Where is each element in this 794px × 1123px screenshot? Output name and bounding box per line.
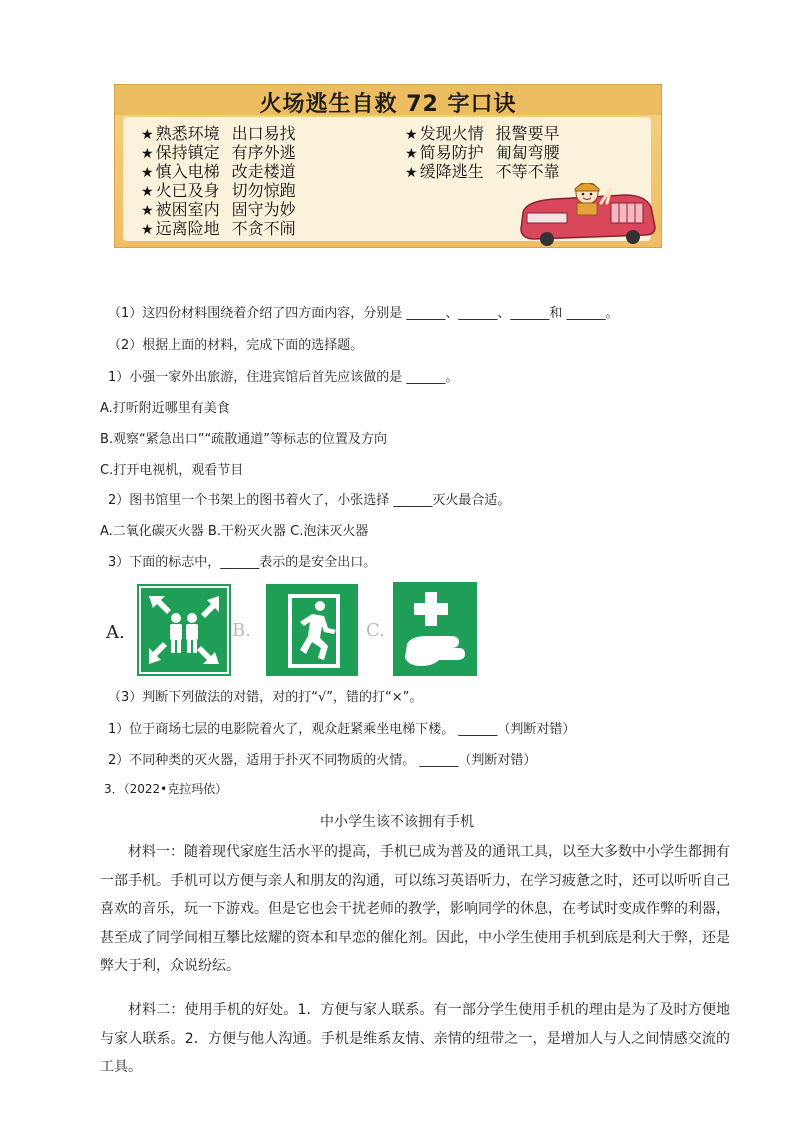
question-2: （2）根据上面的材料，完成下面的选择题。: [108, 338, 364, 353]
assembly-point-sign: [137, 584, 231, 676]
tip-left-6: ★ 远离险地 不贪不闹: [141, 219, 296, 238]
star-icon: ★: [141, 127, 154, 143]
question-3: （3）判断下列做法的对错，对的打“√”，错的打“×”。: [108, 690, 423, 705]
star-icon: ★: [141, 184, 154, 200]
star-icon: ★: [405, 127, 418, 143]
emergency-exit-sign: [266, 584, 358, 676]
tip-right-1: ★ 发现火情 报警要早: [405, 124, 560, 143]
sign-label-b: B.: [232, 620, 251, 641]
question-1: （1）这四份材料围绕着介绍了四方面内容，分别是 ______、______、______和 ______。: [108, 306, 619, 321]
tip-left-2: ★ 保持镇定 有序外逃: [141, 143, 296, 162]
tip-left-1: ★ 熟悉环境 出口易找: [141, 124, 296, 143]
fire-escape-banner: [114, 84, 662, 248]
tip-right-2: ★ 简易防护 匍匐弯腰: [405, 143, 560, 162]
star-icon: ★: [405, 146, 418, 162]
star-icon: ★: [141, 146, 154, 162]
question-2-1-option-c: C.打开电视机，观看节目: [100, 463, 244, 478]
question-2-1: 1）小强一家外出旅游，住进宾馆后首先应该做的是 ______。: [108, 370, 459, 385]
star-icon: ★: [141, 203, 154, 219]
question-3-1: 1）位于商场七层的电影院着火了，观众赶紧乘坐电梯下楼。 ______（判断对错）: [108, 722, 576, 737]
question-number: 3．（2022•克拉玛依）: [104, 782, 228, 796]
tip-left-3: ★ 慎入电梯 改走楼道: [141, 162, 296, 181]
sign-label-c: C.: [366, 620, 385, 641]
tip-left-5: ★ 被困室内 固守为妙: [141, 200, 296, 219]
tip-right-3: ★ 缓降逃生 不等不靠: [405, 162, 560, 181]
article-title: 中小学生该不该拥有手机: [320, 814, 474, 830]
tip-left-4: ★ 火已及身 切勿惊跑: [141, 181, 296, 200]
question-2-3: 3）下面的标志中，______表示的是安全出口。: [108, 555, 377, 570]
first-aid-sign: [393, 582, 477, 676]
sign-label-a: A.: [106, 622, 125, 643]
star-icon: ★: [405, 165, 418, 181]
question-2-2-options: A.二氧化碳灭火器 B.干粉灭火器 C.泡沫灭火器: [100, 524, 369, 539]
star-icon: ★: [141, 222, 154, 238]
fire-truck-illustration: [515, 183, 661, 247]
material-two: 材料二：使用手机的好处。1．方便与家人联系。有一部分学生使用手机的理由是为了及时方便地与家人联系。2．方便与他人沟通。手机是维系友情、亲情的纽带之一，是增加人与人之间情感交流的工具。: [100, 1002, 730, 1075]
question-2-2: 2）图书馆里一个书架上的图书着火了，小张选择 ______灭火最合适。: [108, 493, 511, 508]
banner-title: 火场逃生自救 72 字口诀: [259, 92, 517, 117]
question-2-1-option-a: A.打听附近哪里有美食: [100, 401, 230, 416]
question-3-2: 2）不同种类的灭火器，适用于扑灭不同物质的火情。 ______（判断对错）: [108, 753, 537, 768]
star-icon: ★: [141, 165, 154, 181]
question-2-1-option-b: B.观察“紧急出口”“疏散通道”等标志的位置及方向: [100, 432, 387, 447]
material-one: 材料一：随着现代家庭生活水平的提高，手机已成为普及的通讯工具，以至大多数中小学生都拥有一部手机。手机可以方便与亲人和朋友的沟通，可以练习英语听力，在学习疲惫之时，还可以听听自己喜欢的音乐，玩一下游戏。但是它也会干扰老师的教学，影响同学的休息，在考试时变成作弊的利器，甚至成了同学间相互攀比炫耀的资本和早恋的催化剂。因此，中小学生使用手机到底是利大于弊，还是弊大于利，众说纷纭。: [100, 844, 730, 974]
